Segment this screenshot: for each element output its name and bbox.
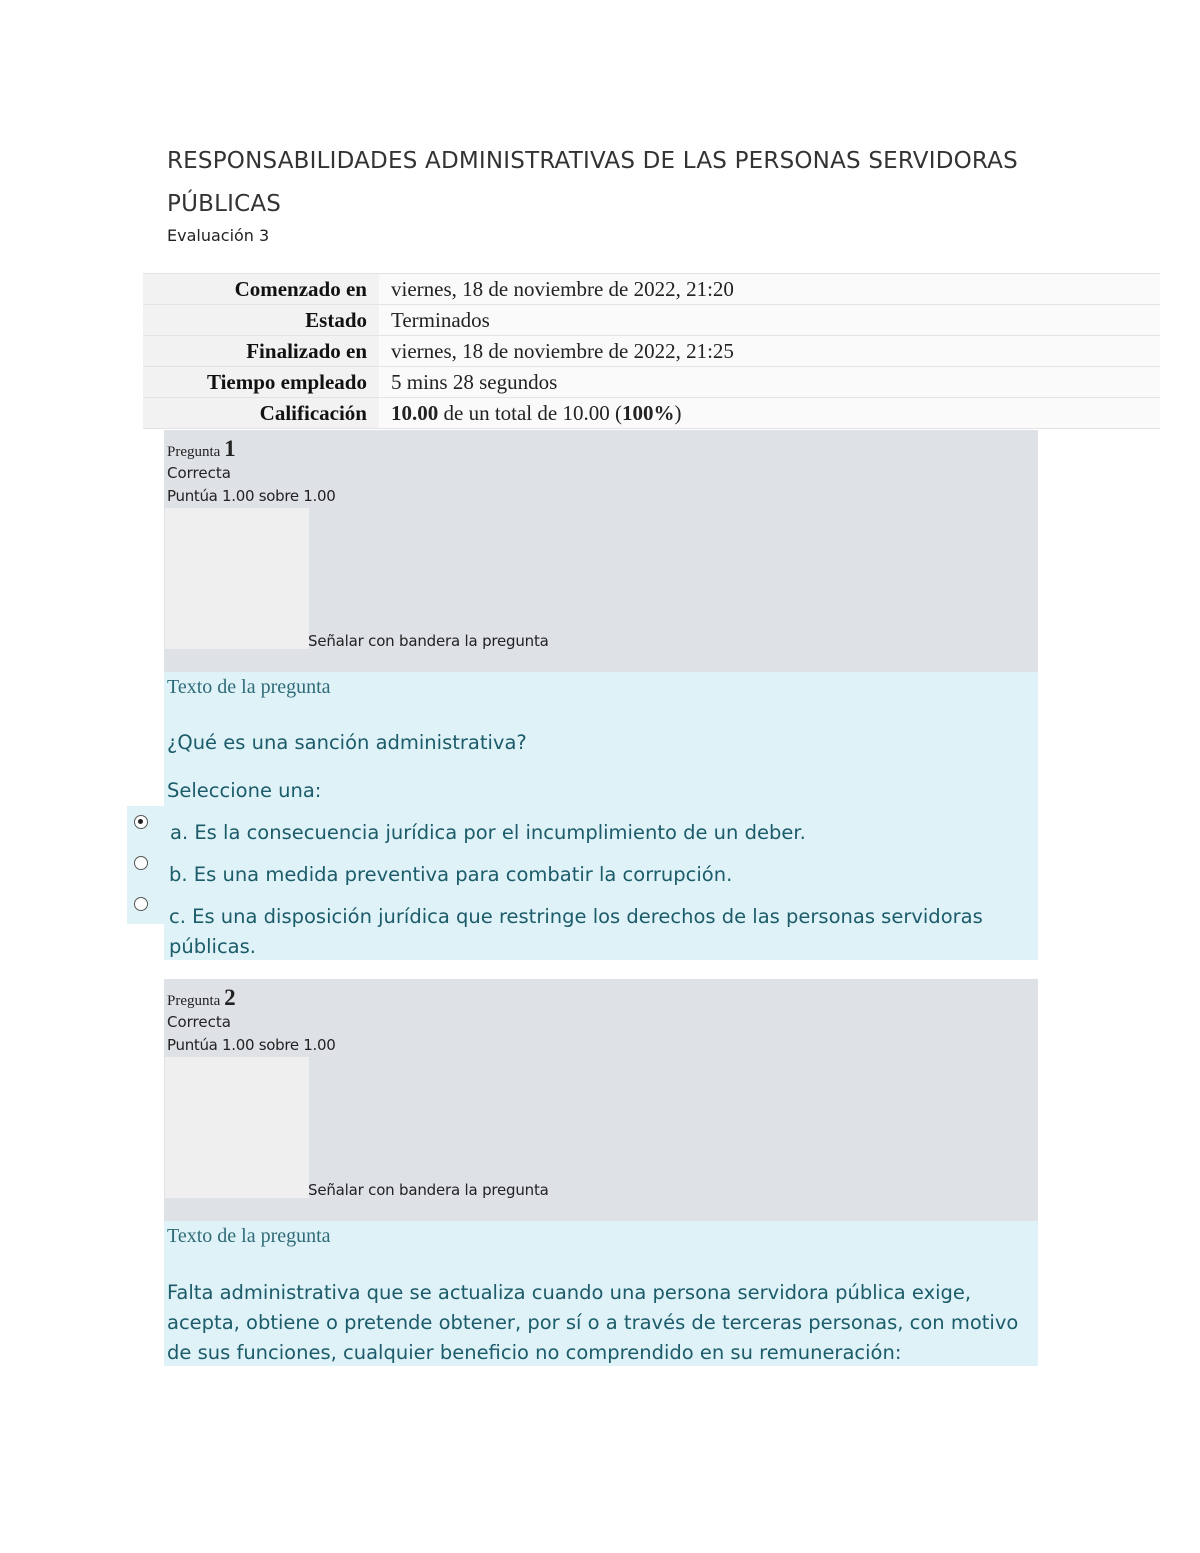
- question-number-value: 1: [224, 436, 236, 461]
- flag-icon-box[interactable]: [165, 508, 309, 649]
- select-one-prompt: Seleccione una:: [167, 779, 322, 802]
- radio-option-b[interactable]: [134, 856, 148, 870]
- summary-label: Calificación: [143, 398, 379, 429]
- grade-value: [379, 398, 1160, 429]
- page-title: RESPONSABILIDADES ADMINISTRATIVAS DE LAS PERSONAS SERVIDORAS PÚBLICAS: [167, 148, 1018, 217]
- flag-question-link[interactable]: Señalar con bandera la pregunta: [308, 1181, 549, 1199]
- grade-percent: 100%: [621, 400, 675, 425]
- question-number: [167, 436, 236, 462]
- radio-option-a[interactable]: [134, 815, 148, 829]
- question-prefix: Pregunta: [167, 444, 225, 460]
- question-content-2: [164, 1221, 1038, 1366]
- question-state: Correcta: [167, 1013, 231, 1031]
- question-text-label: Texto de la pregunta: [167, 676, 331, 698]
- summary-label: Finalizado en: [143, 336, 379, 367]
- question-state: Correcta: [167, 464, 231, 482]
- summary-label: Estado: [143, 305, 379, 336]
- attempt-summary-table: [143, 273, 1160, 429]
- question-text: Falta administrativa que se actualiza cuando una persona servidora pública exige, acepta, obtiene o pretende obtener, por sí o a través de terceras personas, con motivo de sus funciones, cualquier beneficio no comprendido en su remuneración:: [167, 1281, 1019, 1364]
- question-info-1: [164, 430, 1038, 672]
- grade-end: ): [674, 400, 682, 425]
- summary-value: 5 mins 28 segundos: [379, 367, 1160, 398]
- flag-question-link[interactable]: Señalar con bandera la pregunta: [308, 632, 549, 650]
- summary-label: Comenzado en: [143, 274, 379, 305]
- radio-option-c[interactable]: [134, 897, 148, 911]
- summary-label: Tiempo empleado: [143, 367, 379, 398]
- answer-option-c[interactable]: c. Es una disposición jurídica que restringe los derechos de las personas servidoras públicas.: [169, 905, 983, 958]
- question-number: [167, 985, 236, 1011]
- question-grade: Puntúa 1.00 sobre 1.00: [167, 1036, 336, 1054]
- summary-row: [143, 336, 1160, 367]
- flag-icon-box[interactable]: [165, 1057, 309, 1198]
- question-text-label: Texto de la pregunta: [167, 1225, 331, 1247]
- question-grade: Puntúa 1.00 sobre 1.00: [167, 487, 336, 505]
- summary-row: [143, 367, 1160, 398]
- grade-score: 10.00: [391, 400, 439, 425]
- summary-value: Terminados: [379, 305, 1160, 336]
- summary-row: [143, 274, 1160, 305]
- grade-middle: de un total de 10.00 (: [438, 400, 622, 425]
- page-subtitle: Evaluación 3: [167, 226, 270, 245]
- question-number-value: 2: [224, 985, 236, 1010]
- summary-row-grade: [143, 398, 1160, 429]
- summary-row: [143, 305, 1160, 336]
- summary-value: viernes, 18 de noviembre de 2022, 21:25: [379, 336, 1160, 367]
- answer-option-a[interactable]: a. Es la consecuencia jurídica por el incumplimiento de un deber.: [170, 821, 806, 844]
- question-content-1: [164, 672, 1038, 960]
- answer-option-b[interactable]: b. Es una medida preventiva para combatir la corrupción.: [169, 863, 733, 886]
- question-info-2: [164, 979, 1038, 1221]
- summary-value: viernes, 18 de noviembre de 2022, 21:20: [379, 274, 1160, 305]
- question-prefix: Pregunta: [167, 993, 225, 1009]
- question-text: ¿Qué es una sanción administrativa?: [167, 731, 527, 754]
